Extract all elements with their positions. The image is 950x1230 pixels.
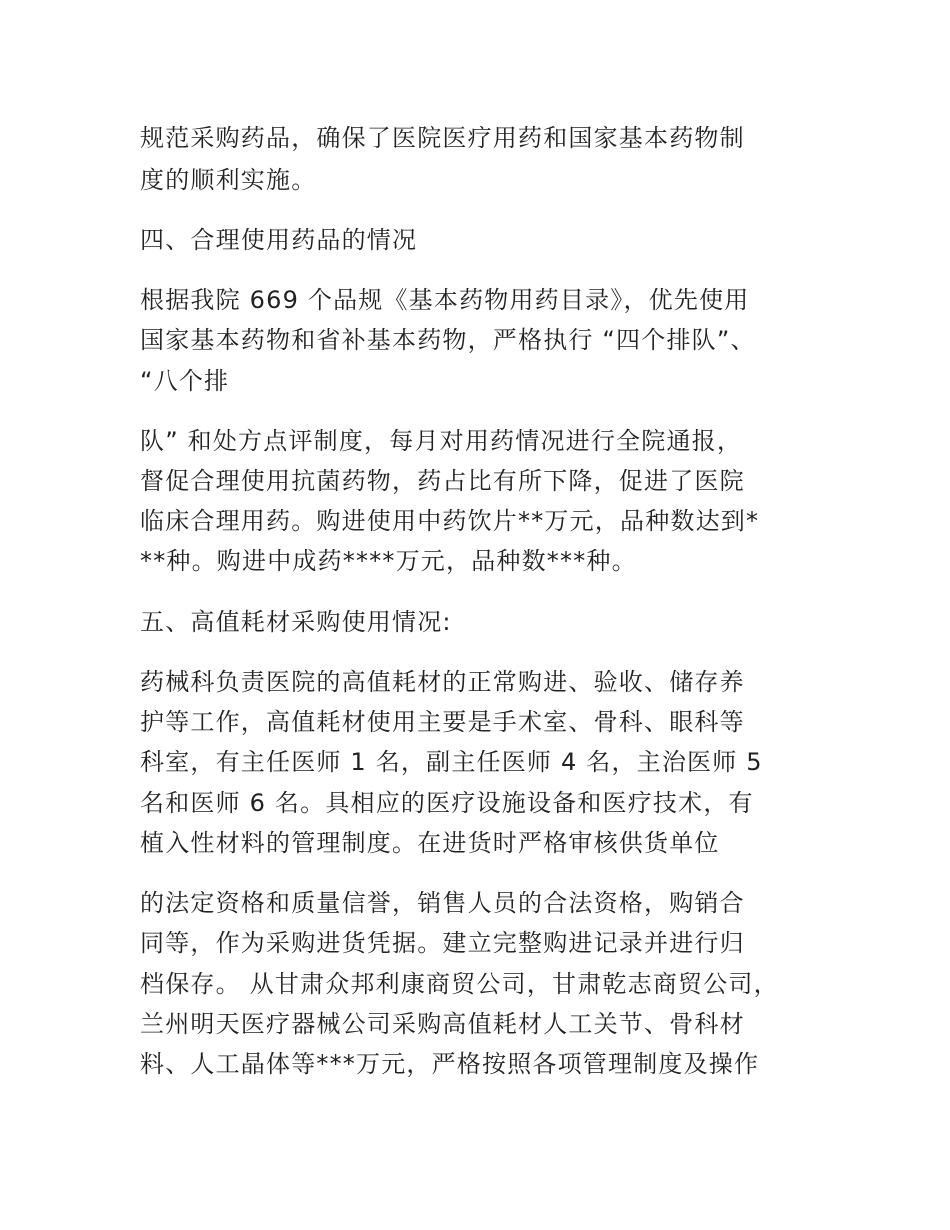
text-line: 植入性材料的管理制度。在进货时严格审核供货单位 [140, 829, 720, 857]
text-line: **种。购进中成药****万元，品种数***种。 [140, 547, 637, 575]
text-line: 同等，作为采购进货凭据。建立完整购进记录并进行归 [140, 929, 745, 957]
section-heading: 五、高值耗材采购使用情况: [140, 608, 452, 636]
text-line: 规范采购药品，确保了医院医疗用药和国家基本药物制 [140, 124, 745, 152]
text-line: 国家基本药物和省补基本药物，严格执行 “四个排队”、 [140, 326, 756, 354]
text-line: 根据我院 669 个品规《基本药物用药目录》，优先使用 [140, 286, 750, 314]
text-line: 度的顺利实施。 [140, 166, 317, 194]
text-line: “八个排 [140, 367, 230, 395]
section-heading: 四、合理使用药品的情况 [140, 226, 418, 254]
text-line: 档保存。 从甘肃众邦利康商贸公司，甘肃乾志商贸公司， [140, 970, 779, 998]
text-line: 兰州明天医疗器械公司采购高值耗材人工关节、骨科材 [140, 1010, 745, 1038]
text-line: 科室，有主任医师 1 名，副主任医师 4 名，主治医师 5 [140, 748, 763, 776]
text-line: 临床合理用药。购进使用中药饮片**万元，品种数达到* [140, 507, 760, 535]
text-line: 的法定资格和质量信誉，销售人员的合法资格，购销合 [140, 889, 745, 917]
text-line: 督促合理使用抗菌药物，药占比有所下降，促进了医院 [140, 467, 745, 495]
text-line: 护等工作，高值耗材使用主要是手术室、骨科、眼科等 [140, 708, 745, 736]
text-line: 药械科负责医院的高值耗材的正常购进、验收、储存养 [140, 668, 745, 696]
text-line: 料、人工晶体等***万元，严格按照各项管理制度及操作 [140, 1050, 760, 1078]
text-line: 名和医师 6 名。具相应的医疗设施设备和医疗技术，有 [140, 789, 754, 817]
text-line: 队” 和处方点评制度，每月对用药情况进行全院通报， [140, 427, 743, 455]
